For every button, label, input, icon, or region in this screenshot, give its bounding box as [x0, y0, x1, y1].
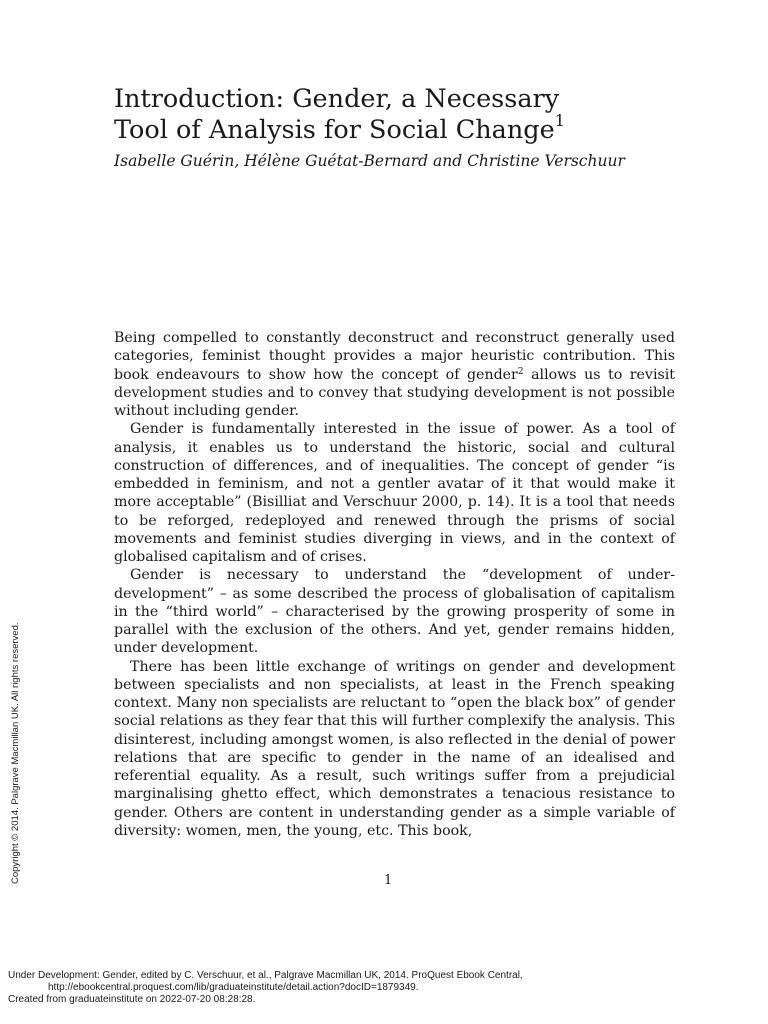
footnote-marker-2[interactable]: 2 — [517, 366, 524, 377]
body-text — [114, 329, 675, 840]
footer-line-1: Under Development: Gender, edited by C. Verschuur, et al., Palgrave Macmillan UK, 2014. ProQuest Ebook Central, — [8, 970, 523, 981]
paragraph-1-part-b: allows us to revisit development studies and to convey that studying development is not possible without including gender. — [114, 366, 676, 419]
title-footnote-marker[interactable]: 1 — [554, 111, 565, 130]
chapter-title — [114, 84, 714, 146]
citation-footer — [8, 970, 748, 1006]
paragraph-4: There has been little exchange of writings on gender and development between specialists and non specialists, at least in the French speaking context. Many non specialists are reluctant to “open the black box” of gender social relations as they fear that this will further complexify the analysis. This disinterest, including amongst women, is also reflected in the denial of power relations that are specific to gender in the name of an idealised and referential equality. As a result, such writings suffer from a prejudicial marginalising ghetto effect, which demonstrates a tenacious resistance to gender. Others are content in understanding gender as a simple variable of diversity: women, men, the young, etc. This book, — [114, 658, 675, 839]
paragraph-2: Gender is fundamentally interested in the issue of power. As a tool of analysis, it enables us to understand the historic, social and cultural construction of differences, and of inequalities. The concept of gender “is embedded in feminism, and not a gentler avatar of it that would make it more acceptable” (Bisilliat and Verschuur 2000, p. 14). It is a tool that needs to be reforged, redeployed and renewed through the prisms of social movements and feminist studies diverging in views, and in the context of globalised capitalism and of crises. — [114, 421, 675, 565]
paragraph-1 — [114, 329, 675, 420]
chapter-title-line1: Introduction: Gender, a Necessary — [114, 84, 560, 114]
paragraph-3: Gender is necessary to understand the “development of under-development” – as some described the process of globalisation of capitalism in the “third world” – characterised by the growing prosperity of some in parallel with the exclusion of the others. And yet, gender remains hidden, under development. — [114, 567, 675, 657]
side-copyright-notice: Copyright © 2014. Palgrave Macmillan UK. All rights reserved. — [10, 622, 21, 884]
footer-line-3: Created from graduateinstitute on 2022-07-20 08:28:28. — [8, 994, 256, 1005]
chapter-authors: Isabelle Guérin, Hélène Guétat-Bernard and Christine Verschuur — [114, 152, 625, 170]
page-number: 1 — [384, 873, 393, 888]
paragraph-1-part-a: Being compelled to constantly deconstruct and reconstruct generally used categories, feminist thought provides a major heuristic contribution. This book endeavours to show how the concept of gender — [114, 330, 675, 383]
footer-link[interactable]: http://ebookcentral.proquest.com/lib/graduateinstitute/detail.action?docID=1879349. — [48, 982, 419, 993]
chapter-title-line2: Tool of Analysis for Social Change — [114, 115, 555, 145]
